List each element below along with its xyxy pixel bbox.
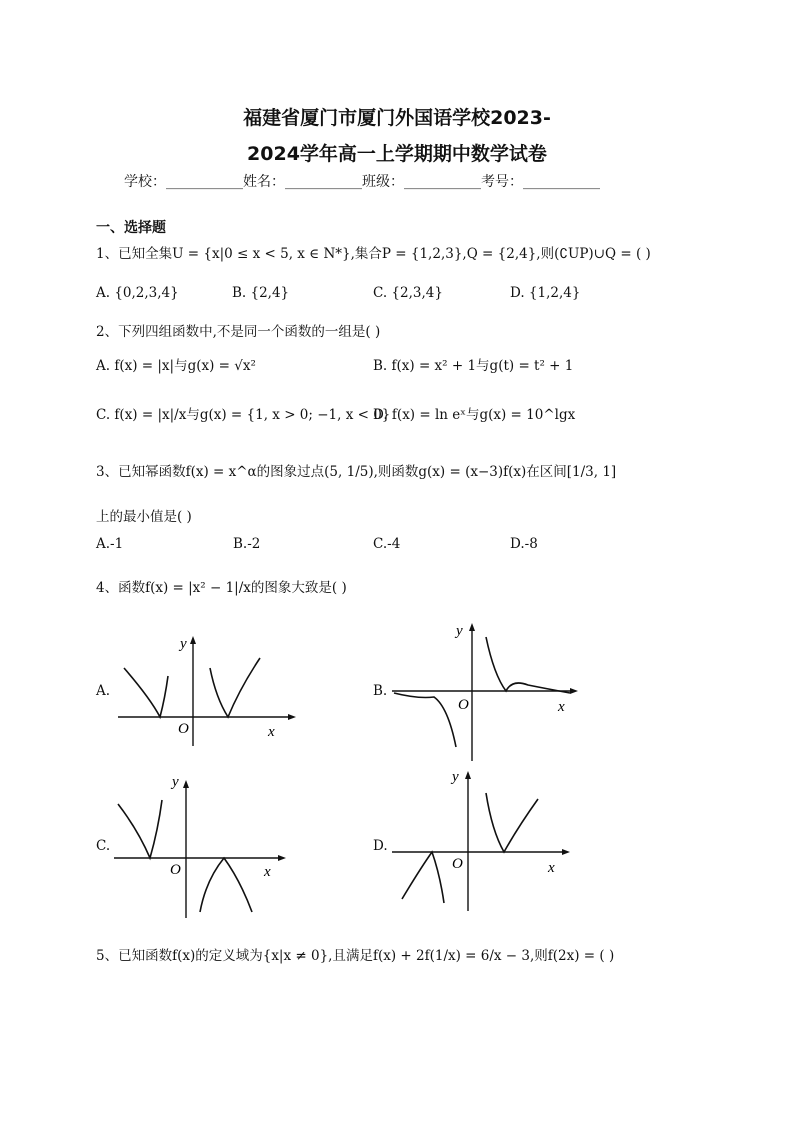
q3-option-b: B.-2: [233, 536, 261, 552]
q3-option-a: A.-1: [96, 536, 124, 552]
q3-stem-line2: 上的最小值是( ): [96, 509, 192, 525]
q2-option-b: B. f(x) = x² + 1与g(t) = t² + 1: [373, 358, 574, 374]
graph-c-label: C.: [96, 838, 111, 854]
graph-c-origin: O: [170, 862, 181, 878]
q1-option-c: C. {2,3,4}: [373, 285, 443, 301]
q2-option-a: A. f(x) = |x|与g(x) = √x²: [96, 358, 256, 374]
graph-b-origin: O: [458, 697, 469, 713]
q2-option-d: D. f(x) = ln eˣ与g(x) = 10^lgx: [373, 407, 576, 423]
q1-stem: 1、已知全集U = {x|0 ≤ x < 5, x ∈ N*},集合P = {1,2,3},Q = {2,4},则(∁UP)∪Q = ( ): [96, 246, 651, 262]
q1-option-d: D. {1,2,4}: [510, 285, 581, 301]
q3-option-d: D.-8: [510, 536, 538, 552]
page-title-line2: 2024学年高一上学期期中数学试卷: [247, 143, 547, 165]
graph-a: [110, 628, 300, 748]
graph-d-origin: O: [452, 856, 463, 872]
q2-stem: 2、下列四组函数中,不是同一个函数的一组是( ): [96, 324, 381, 340]
graph-c: [110, 770, 300, 920]
graph-d-x-label: x: [548, 860, 555, 876]
graph-a-origin: O: [178, 721, 189, 737]
q1-option-a: A. {0,2,3,4}: [96, 285, 179, 301]
graph-c-y-label: y: [172, 774, 179, 790]
graph-d-y-label: y: [452, 769, 459, 785]
q5-stem: 5、已知函数f(x)的定义域为{x|x ≠ 0},且满足f(x) + 2f(1/x) = 6/x − 3,则f(2x) = ( ): [96, 948, 615, 964]
q2-option-c: C. f(x) = |x|/x与g(x) = {1, x > 0; −1, x < 0}: [96, 407, 391, 423]
graph-b-y-label: y: [456, 623, 463, 639]
page-title-line1: 福建省厦门市厦门外国语学校2023-: [243, 107, 551, 129]
graph-b-label: B.: [373, 683, 388, 699]
graph-d: [388, 765, 588, 915]
q1-option-b: B. {2,4}: [232, 285, 290, 301]
graph-a-label: A.: [96, 683, 111, 699]
q3-option-c: C.-4: [373, 536, 401, 552]
q4-stem: 4、函数f(x) = |x² − 1|/x的图象大致是( ): [96, 580, 347, 596]
graph-d-label: D.: [373, 838, 388, 854]
graph-b-x-label: x: [558, 699, 565, 715]
graph-b: [388, 615, 588, 765]
graph-a-x-label: x: [268, 724, 275, 740]
student-info-line: 学校：___________姓名：___________班级：___________考号：___________: [124, 174, 600, 190]
q3-stem-line1: 3、已知幂函数f(x) = x^α的图象过点(5, 1/5),则函数g(x) = (x−3)f(x)在区间[1/3, 1]: [96, 464, 617, 480]
graph-a-y-label: y: [180, 636, 187, 652]
section-title: 一、选择题: [96, 220, 166, 236]
graph-c-x-label: x: [264, 864, 271, 880]
